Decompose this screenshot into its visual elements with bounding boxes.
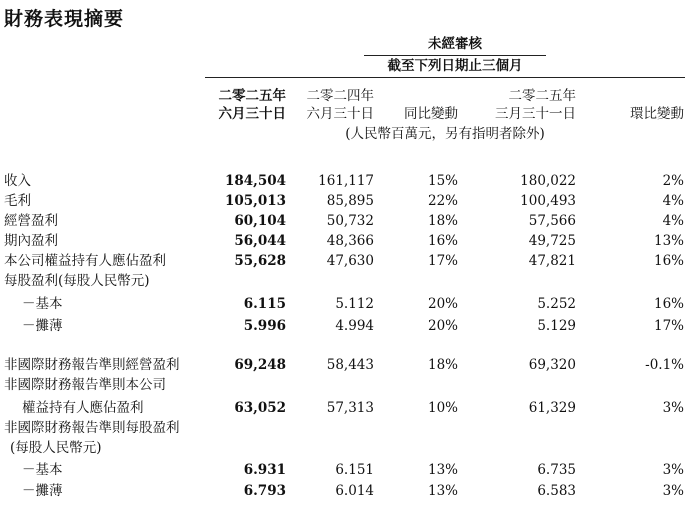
cell-yoy: 18% (427, 213, 458, 229)
cell-qoq: 4% (662, 213, 684, 229)
cell-2024q2: 58,443 (326, 357, 374, 373)
cell-2025q2: 63,052 (234, 400, 286, 416)
col5-header: 環比變動 (630, 106, 684, 122)
cell-2025q2: 6.115 (243, 296, 286, 312)
cell-2025q2: 56,044 (234, 233, 286, 249)
cell-2025q1: 6.583 (537, 483, 576, 499)
header-rule-period (205, 77, 685, 78)
row-label: (每股人民幣元) (10, 440, 102, 456)
header-unit-note: (人民幣百萬元，另有指明者除外) (345, 126, 545, 142)
cell-2025q1: 5.129 (537, 318, 576, 334)
cell-2024q2: 47,630 (326, 253, 374, 269)
cell-2024q2: 57,313 (326, 400, 374, 416)
cell-2024q2: 85,895 (326, 193, 374, 209)
col1-year: 二零二五年 (218, 88, 286, 104)
row-label: 期內盈利 (4, 233, 58, 249)
cell-2024q2: 5.112 (335, 296, 374, 312)
cell-qoq: 16% (653, 253, 684, 269)
row-label: 非國際財務報告準則每股盈利 (4, 420, 180, 436)
cell-2025q2: 69,248 (234, 357, 286, 373)
cell-2025q2: 60,104 (234, 213, 286, 229)
cell-2024q2: 161,117 (318, 173, 374, 189)
row-label: －攤薄 (22, 318, 63, 334)
table-row (0, 355, 700, 375)
col2-year: 二零二四年 (306, 88, 374, 104)
cell-yoy: 17% (427, 253, 458, 269)
cell-2024q2: 48,366 (326, 233, 374, 249)
cell-2025q2: 55,628 (234, 253, 286, 269)
cell-2025q1: 5.252 (537, 296, 576, 312)
table-row (0, 171, 700, 191)
col4-year: 二零二五年 (508, 88, 576, 104)
cell-2025q1: 49,725 (528, 233, 576, 249)
cell-qoq: 3% (662, 483, 684, 499)
col1-date: 六月三十日 (218, 106, 286, 122)
table-row (0, 460, 700, 480)
cell-2025q2: 105,013 (224, 193, 286, 209)
cell-qoq: 13% (653, 233, 684, 249)
cell-2024q2: 6.014 (335, 483, 374, 499)
table-row (0, 418, 700, 438)
cell-2025q1: 69,320 (528, 357, 576, 373)
table-row (0, 481, 700, 501)
header-rule-unaudited (364, 55, 546, 56)
cell-qoq: 4% (662, 193, 684, 209)
table-row (0, 438, 700, 458)
row-label: 每股盈利(每股人民幣元) (4, 273, 150, 289)
row-label: －攤薄 (22, 483, 63, 499)
row-label: －基本 (22, 296, 63, 312)
cell-yoy: 20% (427, 318, 458, 334)
cell-qoq: 3% (662, 462, 684, 478)
table-row (0, 191, 700, 211)
table-row (0, 375, 700, 395)
header-period: 截至下列日期止三個月 (387, 58, 523, 74)
cell-2025q1: 47,821 (528, 253, 576, 269)
cell-2024q2: 6.151 (335, 462, 374, 478)
cell-2025q1: 180,022 (520, 173, 576, 189)
cell-2025q1: 61,329 (528, 400, 576, 416)
row-label: 本公司權益持有人應佔盈利 (4, 253, 166, 269)
table-row (0, 398, 700, 418)
cell-2024q2: 50,732 (326, 213, 374, 229)
cell-qoq: 16% (653, 296, 684, 312)
cell-2025q2: 5.996 (243, 318, 286, 334)
row-label: 收入 (4, 173, 31, 189)
table-row (0, 231, 700, 251)
cell-2025q1: 100,493 (520, 193, 576, 209)
cell-yoy: 15% (427, 173, 458, 189)
table-row (0, 316, 700, 336)
row-label: －基本 (22, 462, 63, 478)
cell-2024q2: 4.994 (335, 318, 374, 334)
cell-yoy: 10% (427, 400, 458, 416)
cell-2025q2: 6.931 (243, 462, 286, 478)
row-label: 非國際財務報告準則經營盈利 (4, 357, 180, 373)
cell-yoy: 16% (427, 233, 458, 249)
cell-yoy: 13% (427, 462, 458, 478)
cell-2025q2: 184,504 (224, 173, 286, 189)
cell-qoq: 2% (662, 173, 684, 189)
col2-date: 六月三十日 (306, 106, 374, 122)
row-label: 毛利 (4, 193, 31, 209)
table-row (0, 251, 700, 271)
row-label: 非國際財務報告準則本公司 (4, 377, 166, 393)
table-row (0, 294, 700, 314)
col3-header: 同比變動 (404, 106, 458, 122)
cell-qoq: 3% (662, 400, 684, 416)
cell-yoy: 22% (427, 193, 458, 209)
cell-qoq: 17% (653, 318, 684, 334)
cell-yoy: 18% (427, 357, 458, 373)
cell-2025q2: 6.793 (243, 483, 286, 499)
cell-2025q1: 6.735 (537, 462, 576, 478)
row-label: 經營盈利 (4, 213, 58, 229)
col4-date: 三月三十一日 (495, 106, 576, 122)
header-unaudited: 未經審核 (428, 36, 482, 52)
page-title: 財務表現摘要 (4, 8, 125, 30)
cell-2025q1: 57,566 (528, 213, 576, 229)
cell-yoy: 20% (427, 296, 458, 312)
cell-qoq: -0.1% (645, 357, 684, 373)
table-row (0, 211, 700, 231)
table-row (0, 271, 700, 291)
cell-yoy: 13% (427, 483, 458, 499)
row-label: 權益持有人應佔盈利 (22, 400, 144, 416)
